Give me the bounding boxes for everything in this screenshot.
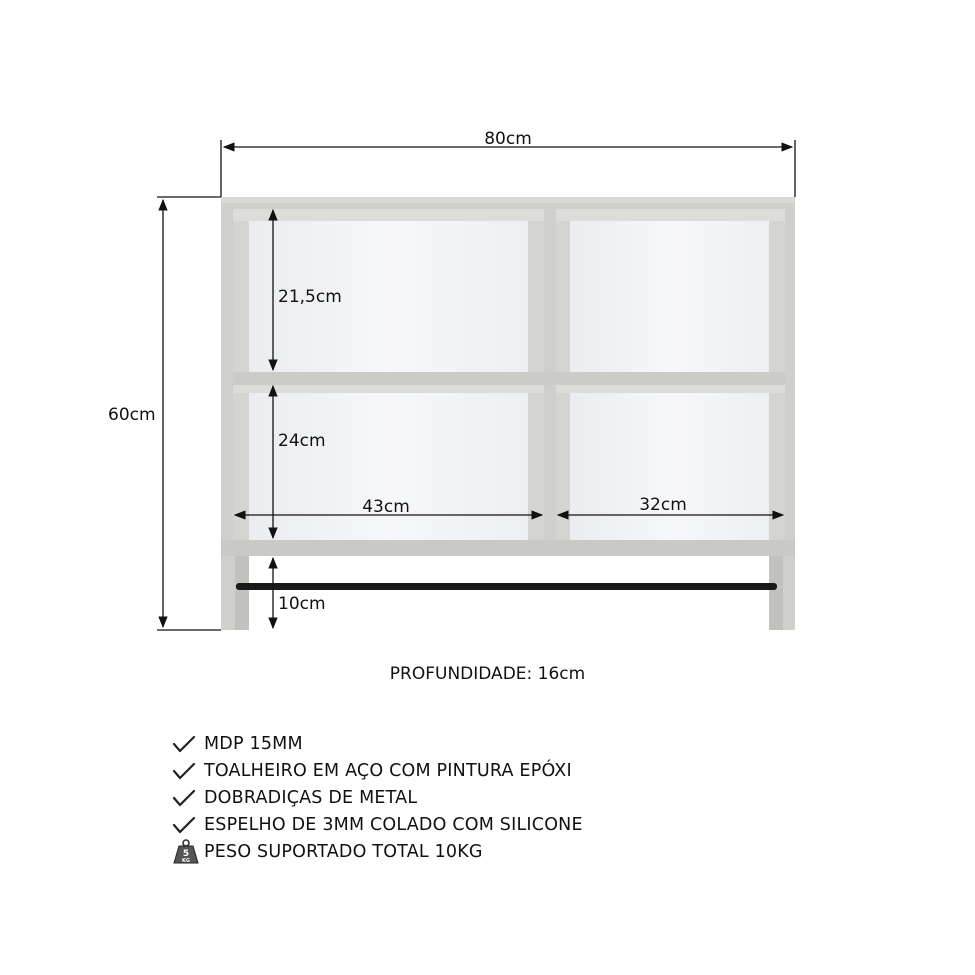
feature-item [172, 757, 583, 784]
weight-badge-value: 5 [182, 848, 190, 859]
niche-top-right [556, 209, 785, 372]
depth-label: PROFUNDIDADE: 16cm [389, 664, 586, 684]
left-niche-width-label: 43cm [362, 497, 410, 517]
right-niche-width-label: 32cm [639, 495, 687, 515]
feature-item [172, 811, 583, 838]
feature-text: PESO SUPORTADO TOTAL 10KG [204, 841, 483, 862]
feature-list [172, 730, 583, 865]
feature-text: ESPELHO DE 3MM COLADO COM SILICONE [204, 814, 583, 835]
weight-icon [172, 840, 204, 864]
right-side-leg [783, 556, 795, 630]
towel-bar-label: 10cm [278, 594, 326, 614]
cabinet [221, 197, 795, 630]
check-icon [172, 732, 204, 756]
niche-bottom-right [556, 385, 785, 540]
lower-niche-label: 24cm [278, 431, 326, 451]
bottom-shelf [221, 540, 795, 556]
feature-text: TOALHEIRO EM AÇO COM PINTURA EPÓXI [204, 760, 572, 781]
feature-item [172, 784, 583, 811]
feature-item [172, 838, 583, 865]
towel-bar [236, 583, 777, 590]
left-side-leg [221, 556, 235, 630]
feature-text: DOBRADIÇAS DE METAL [204, 787, 418, 808]
middle-shelf [233, 372, 785, 385]
feature-item [172, 730, 583, 757]
check-icon [172, 813, 204, 837]
feature-text: MDP 15MM [204, 733, 303, 754]
width-label: 80cm [484, 129, 532, 149]
check-icon [172, 759, 204, 783]
upper-niche-label: 21,5cm [278, 287, 342, 307]
check-icon [172, 786, 204, 810]
weight-badge-unit: KG [182, 857, 190, 864]
height-label: 60cm [108, 405, 156, 425]
